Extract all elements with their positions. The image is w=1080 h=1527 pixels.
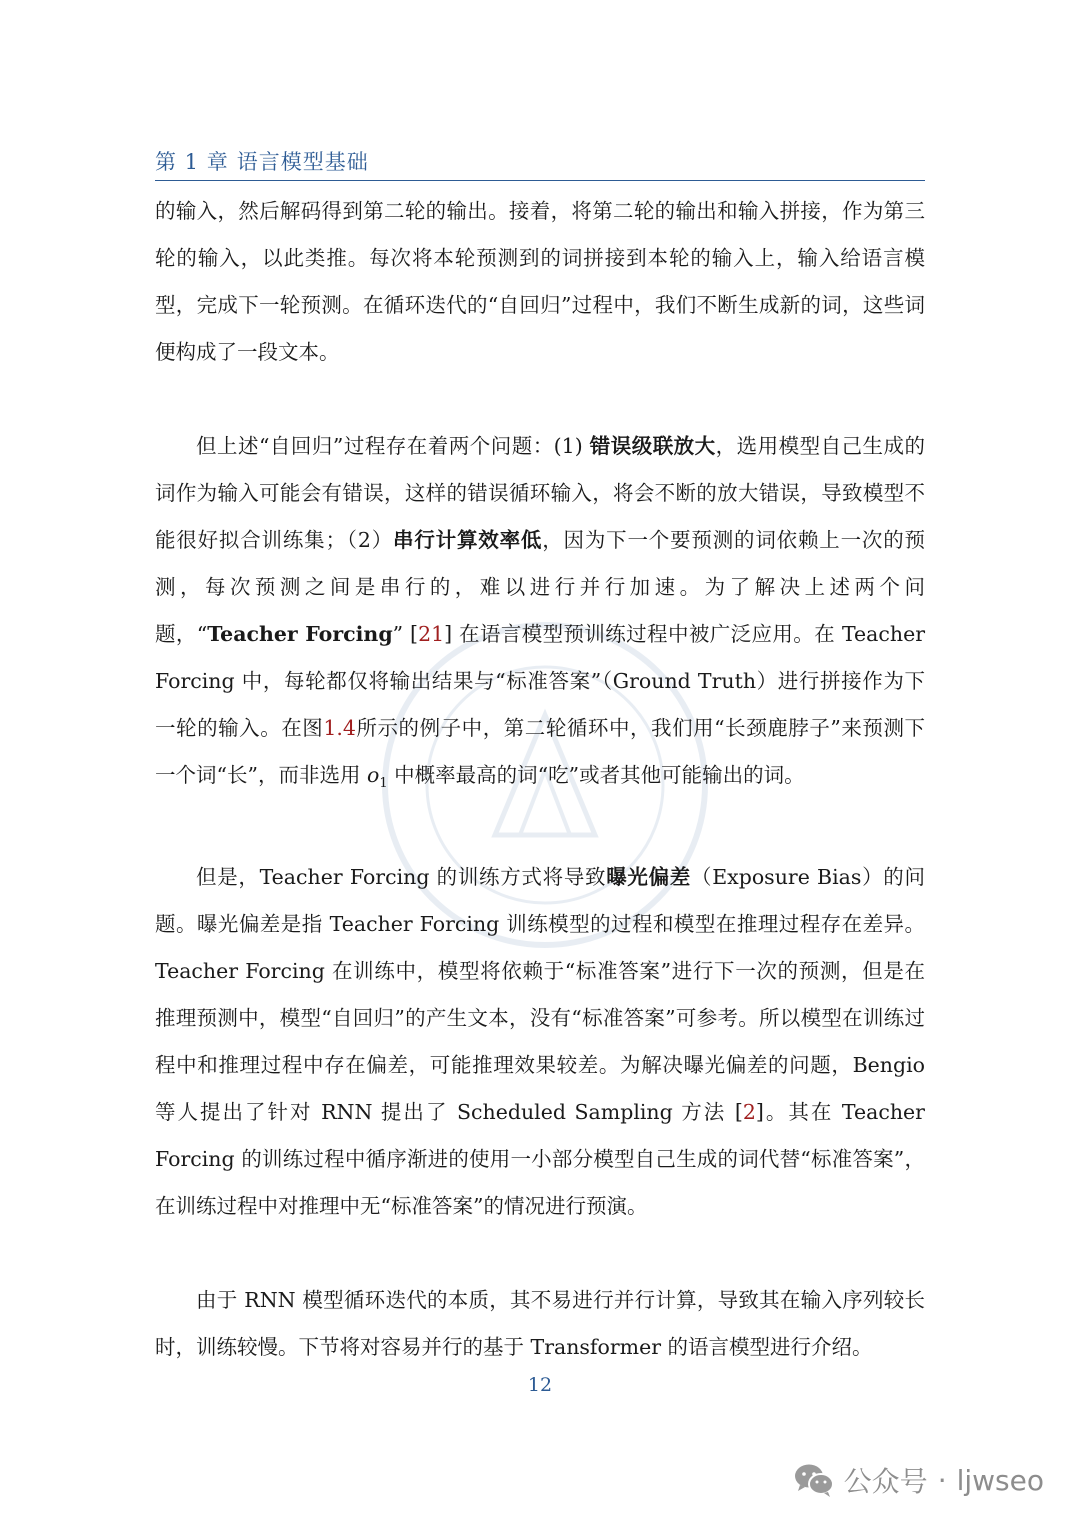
math-subscript: 1 [379,776,388,792]
math-o: o [366,763,380,787]
body-text [155,188,925,1371]
paragraph-2 [155,423,925,807]
text-run: ” [ [392,622,419,646]
figure-link-1-4[interactable]: 1.4 [323,716,356,740]
bold-term-serial-compute: 串行计算效率低 [393,528,543,552]
text-run: ] 在语言模型预训练过程中被广泛应用。在 Teacher Forcing 中，每轮都仅将输出结果与“标准答案”（Ground Truth）进行拼接作为下一轮的输入。在图 [155,622,925,740]
watermark-label: 公众号 [843,1465,928,1498]
bold-term-exposure-bias: 曝光偏差 [606,865,691,890]
text-run: ，因为下一个要预测的词依赖上一次的预测，每次预测之间是串行的，难以进行并行加速。为了解决上述两个问题，“ [155,528,926,646]
text-run: （Exposure Bias）的问题。曝光偏差是指 Teacher Forcing 训练模型的过程和模型在推理过程存在差异。Teacher Forcing 在训练中，模型将依赖于“标准答案”进行下一次的预测，但是在推理预测中，模型“自回归”的产生文本，没有“标准答案”可参考。所以模型在训练过程中和推理过程中存在偏差，可能推理效果较差。为解决曝光偏差的问题，Bengio 等人提出了针对 RNN 提出了 Scheduled Sampling 方法 [ [155,865,925,1125]
chapter-number: 第 1 章 [155,150,229,174]
citation-link-2[interactable]: 2 [742,1100,756,1125]
watermark-account: ljwseo [956,1463,1044,1497]
paragraph-4: 由于 RNN 模型循环迭代的本质，其不易进行并行计算，导致其在输入序列较长时，训练较慢。下节将对容易并行的基于 Transformer 的语言模型进行介绍。 [155,1288,925,1360]
chapter-title: 语言模型基础 [236,150,369,174]
paragraph-1: 的输入，然后解码得到第二轮的输出。接着，将第二轮的输出和输入拼接，作为第三轮的输入，以此类推。每次将本轮预测到的词拼接到本轮的输入上，输入给语言模型，完成下一轮预测。在循环迭代的“自回归”过程中，我们不断生成新的词，这些词便构成了一段文本。 [155,199,925,364]
paragraph-3 [155,854,925,1230]
watermark-separator: · [937,1463,947,1497]
text-run: 但上述“自回归”过程存在着两个问题：(1) [196,434,590,458]
text-run: 所示的例子中，第二轮循环中，我们用“长颈鹿脖子”来预测下一个词“长”，而非选用 [155,716,926,787]
bold-term-error-cascade: 错误级联放大 [589,434,716,458]
text-run: ，选用模型自己生成的词作为输入可能会有错误，这样的错误循环输入，将会不断的放大错误，导致模型不能很好拟合训练集；（2） [155,434,926,552]
wechat-icon [794,1462,834,1498]
text-run: 但是，Teacher Forcing 的训练方式将导致 [196,865,607,890]
citation-link-21[interactable]: 21 [418,622,445,646]
page-number: 12 [527,1374,553,1396]
text-run: ]。其在 Teacher Forcing 的训练过程中循序渐进的使用一小部分模型自己生成的词代替“标准答案”，在训练过程中对推理中无“标准答案”的情况进行预演。 [155,1100,925,1219]
bold-term-teacher-forcing: Teacher Forcing [207,622,393,646]
wechat-watermark [794,1460,1044,1500]
chapter-header [155,146,925,181]
text-run: 中概率最高的词“吃”或者其他可能输出的词。 [387,763,805,787]
